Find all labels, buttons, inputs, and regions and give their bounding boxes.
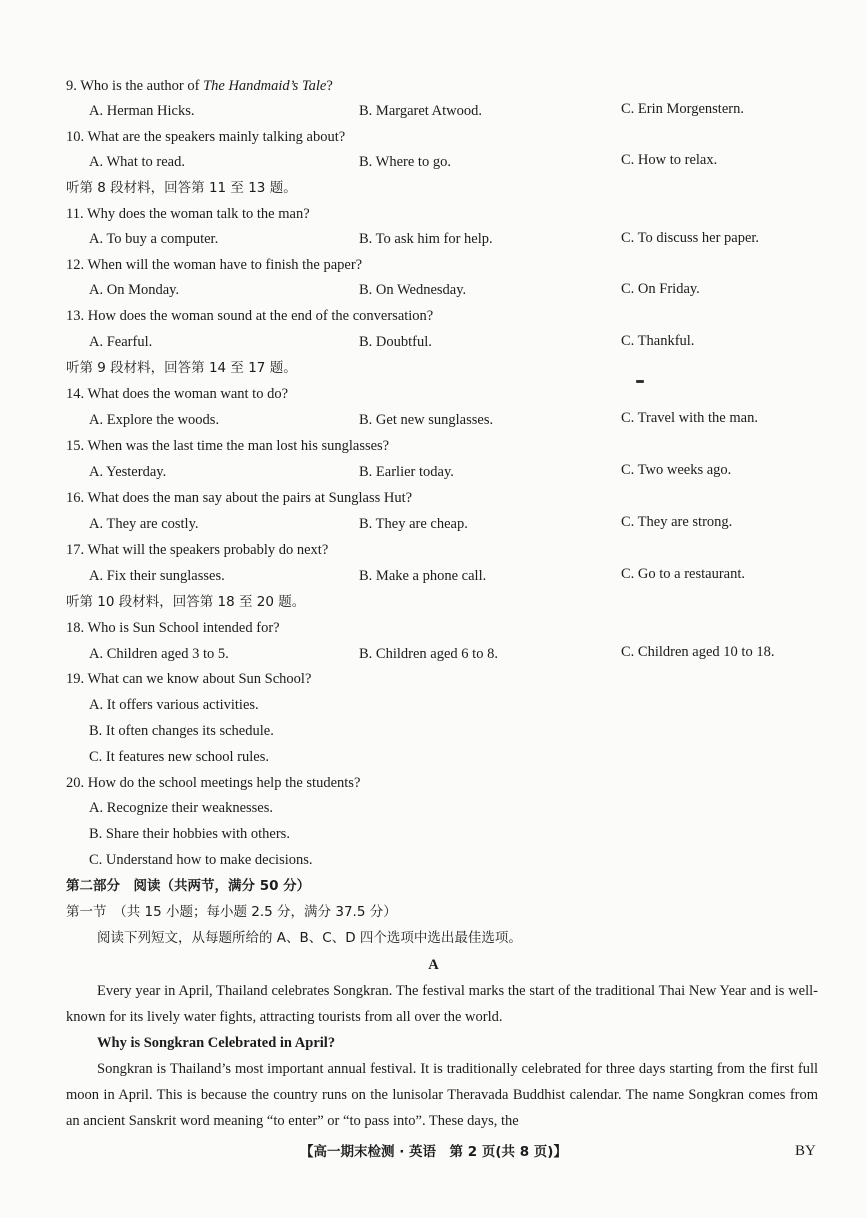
question-13-option-c: C. Thankful. <box>621 333 695 349</box>
edition-code: BY <box>795 1143 816 1159</box>
question-16-option-c: C. They are strong. <box>621 514 733 530</box>
stem-text: 9. Who is the author of <box>66 78 204 94</box>
question-11-option-a: A. To buy a computer. <box>89 231 219 247</box>
question-12-option-b: B. On Wednesday. <box>359 282 467 298</box>
question-9-option-c: C. Erin Morgenstern. <box>621 101 744 117</box>
section-header-9: 听第 9 段材料，回答第 14 至 17 题。 <box>66 360 297 376</box>
question-12-option-a: A. On Monday. <box>89 282 180 298</box>
question-18-option-c: C. Children aged 10 to 18. <box>621 644 775 660</box>
question-15-option-c: C. Two weeks ago. <box>621 462 732 478</box>
question-20-option-c: C. Understand how to make decisions. <box>89 852 313 868</box>
question-14-option-b: B. Get new sunglasses. <box>359 412 494 428</box>
question-10-option-a: A. What to read. <box>89 154 185 170</box>
question-20-option-a: A. Recognize their weaknesses. <box>89 800 274 816</box>
question-13-option-a: A. Fearful. <box>89 334 153 350</box>
question-17-stem: 17. What will the speakers probably do next? <box>66 542 329 558</box>
book-title: The Handmaid’s Tale <box>203 78 327 94</box>
question-9-stem <box>66 76 333 96</box>
question-13-stem: 13. How does the woman sound at the end of the conversation? <box>66 308 434 324</box>
passage-paragraph-1: Every year in April, Thailand celebrates Songkran. The festival marks the start of the traditional Thai New Year and is well-known for its lively water fights, attracting tourists from all over the world. <box>66 983 818 1025</box>
question-16-option-b: B. They are cheap. <box>359 516 468 532</box>
question-11-option-c: C. To discuss her paper. <box>621 230 760 246</box>
question-20-stem: 20. How do the school meetings help the students? <box>66 775 361 791</box>
section-header-10: 听第 10 段材料，回答第 18 至 20 题。 <box>66 594 306 610</box>
question-18-option-a: A. Children aged 3 to 5. <box>89 646 229 662</box>
question-10-stem: 10. What are the speakers mainly talking about? <box>66 129 346 145</box>
question-19-option-a: A. It offers various activities. <box>89 697 259 713</box>
question-17-option-a: A. Fix their sunglasses. <box>89 568 225 584</box>
question-20-option-b: B. Share their hobbies with others. <box>89 826 290 842</box>
stray-mark <box>636 380 644 383</box>
question-17-option-b: B. Make a phone call. <box>359 568 487 584</box>
question-15-option-a: A. Yesterday. <box>89 464 167 480</box>
question-15-stem: 15. When was the last time the man lost his sunglasses? <box>66 438 390 454</box>
page-footer: 【高一期末检测 · 英语 第 2 页(共 8 页)】 <box>300 1144 567 1160</box>
stem-punct: ? <box>326 78 333 94</box>
passage-label: A <box>428 957 439 973</box>
question-11-stem: 11. Why does the woman talk to the man? <box>66 206 310 222</box>
part-two-header: 第二部分 阅读（共两节，满分 50 分） <box>66 878 311 894</box>
question-14-option-c: C. Travel with the man. <box>621 410 758 426</box>
question-15-option-b: B. Earlier today. <box>359 464 454 480</box>
question-17-option-c: C. Go to a restaurant. <box>621 566 746 582</box>
question-12-option-c: C. On Friday. <box>621 281 700 297</box>
reading-instruction: 阅读下列短文，从每题所给的 A、B、C、D 四个选项中选出最佳选项。 <box>97 930 522 946</box>
question-19-option-b: B. It often changes its schedule. <box>89 723 274 739</box>
question-19-stem: 19. What can we know about Sun School? <box>66 671 312 687</box>
passage-heading: Why is Songkran Celebrated in April? <box>97 1035 336 1051</box>
question-16-stem: 16. What does the man say about the pairs at Sunglass Hut? <box>66 490 413 506</box>
question-10-option-c: C. How to relax. <box>621 152 718 168</box>
question-16-option-a: A. They are costly. <box>89 516 199 532</box>
question-18-stem: 18. Who is Sun School intended for? <box>66 620 280 636</box>
question-19-option-c: C. It features new school rules. <box>89 749 269 765</box>
section-header-8: 听第 8 段材料，回答第 11 至 13 题。 <box>66 180 297 196</box>
passage-paragraph-2: Songkran is Thailand’s most important annual festival. It is traditionally celebrated for three days starting from the first full moon in April. This is because the country runs on the lunisolar Theravada Buddhist calendar. The name Songkran comes from an ancient Sanskrit word meaning “to enter” or “to pass into”. These days, the <box>66 1061 818 1129</box>
question-18-option-b: B. Children aged 6 to 8. <box>359 646 498 662</box>
question-9-option-a: A. Herman Hicks. <box>89 103 195 119</box>
question-12-stem: 12. When will the woman have to finish the paper? <box>66 257 363 273</box>
question-9-option-b: B. Margaret Atwood. <box>359 103 482 119</box>
question-14-option-a: A. Explore the woods. <box>89 412 220 428</box>
section-one-header: 第一节 （共 15 小题；每小题 2.5 分，满分 37.5 分） <box>66 904 397 920</box>
question-13-option-b: B. Doubtful. <box>359 334 432 350</box>
question-11-option-b: B. To ask him for help. <box>359 231 493 247</box>
question-10-option-b: B. Where to go. <box>359 154 451 170</box>
question-14-stem: 14. What does the woman want to do? <box>66 386 289 402</box>
